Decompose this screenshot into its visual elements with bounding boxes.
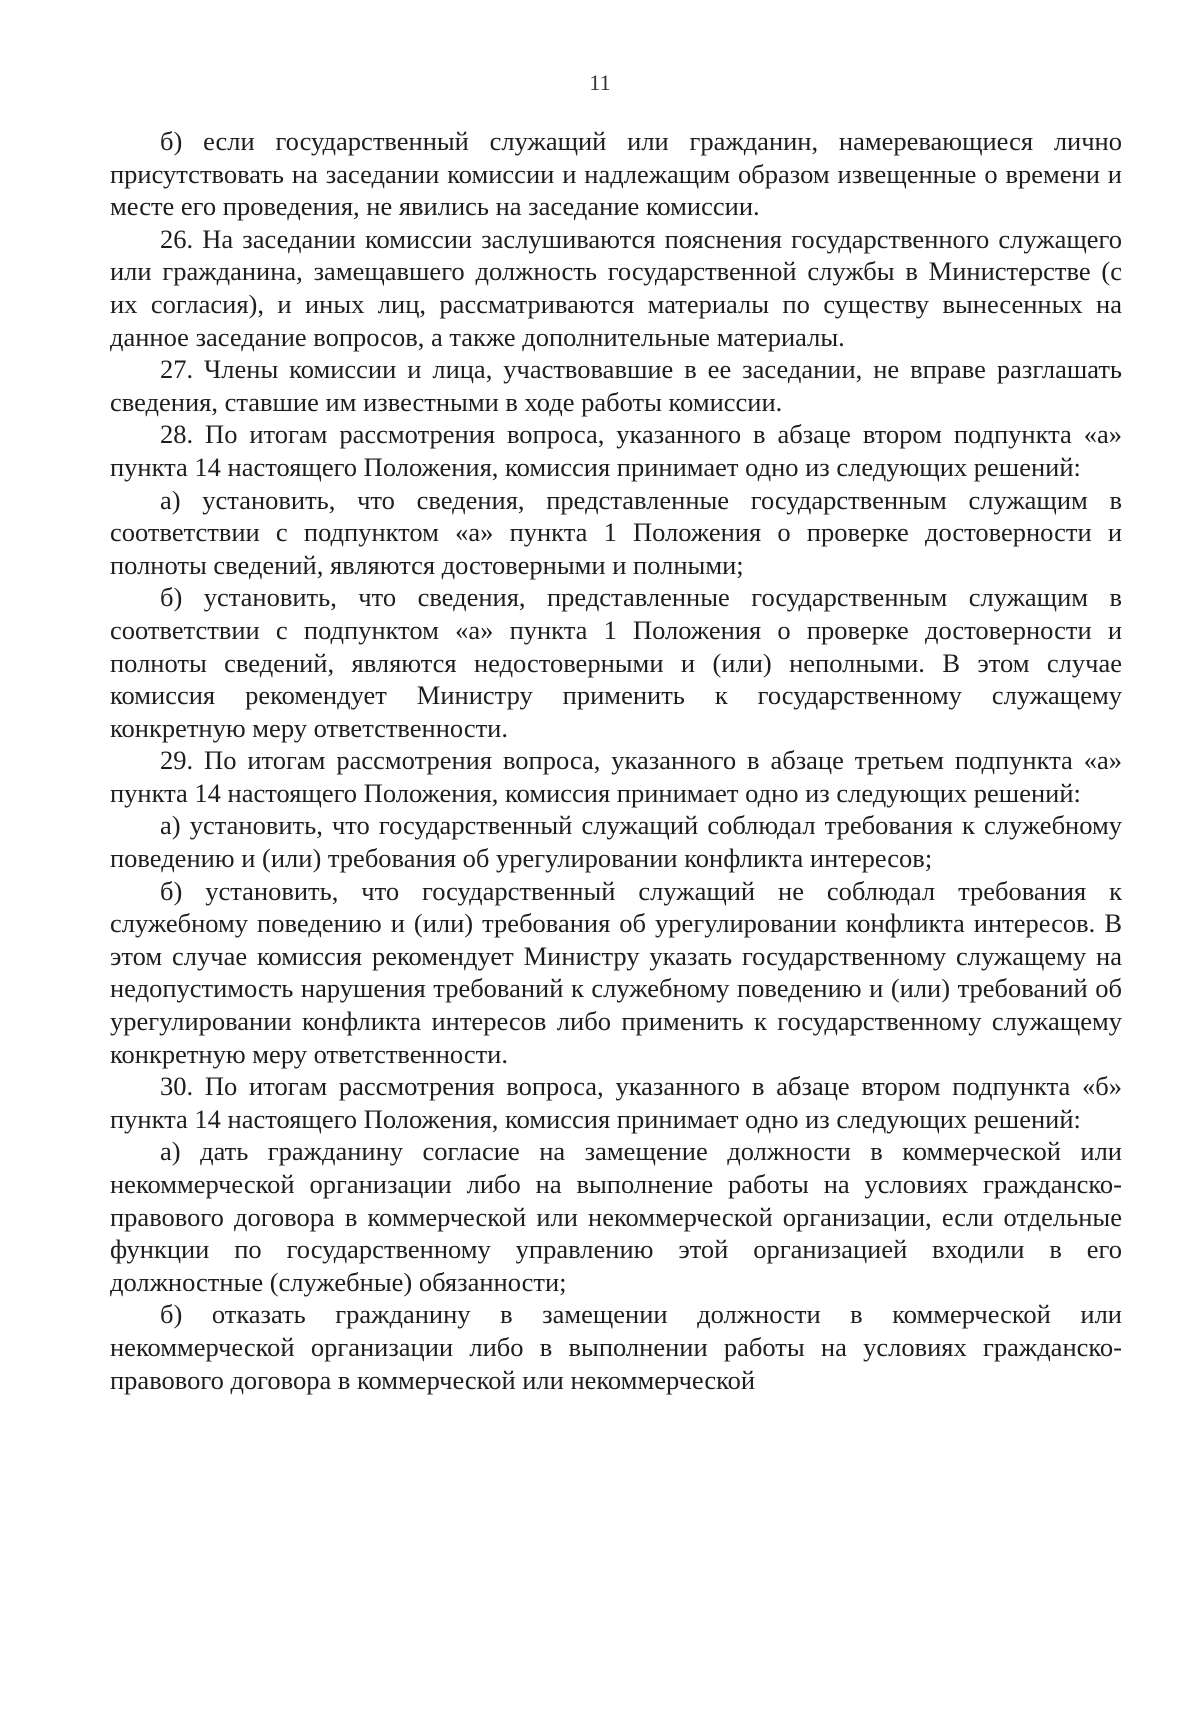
paragraph-28: 28. По итогам рассмотрения вопроса, указанного в абзаце втором подпункта «а» пункта 14 настоящего Положения, комиссия принимает одно из следующих решений: [110,419,1122,482]
paragraph-29a: а) установить, что государственный служащий соблюдал требования к служебному поведению и (или) требования об урегулировании конфликта интересов; [110,810,1122,874]
paragraph-25b: б) если государственный служащий или гражданин, намеревающиеся лично присутствовать на заседании комиссии и надлежащим образом извещенные о времени и месте его проведения, не явились на заседание комиссии. [110,126,1122,222]
paragraph-30b: б) отказать гражданину в замещении должности в коммерческой или некоммерческой организации либо в выполнении работы на условиях гражданско-правового договора в коммерческой или некоммерческой [110,1299,1122,1395]
page-number: 11 [589,70,611,95]
paragraph-29b: б) установить, что государственный служащий не соблюдал требования к служебному поведению и (или) требования об урегулировании конфликта интересов. В этом случае комиссия рекомендует Министру указать государственному служащему на недопустимость нарушения требований к служебному поведению и (или) требований об урегулировании конфликта интересов либо применить к государственному служащему конкретную меру ответственности. [110,875,1122,1069]
paragraph-30a: а) дать гражданину согласие на замещение должности в коммерческой или некоммерческой организации либо на выполнение работы на условиях гражданско-правового договора в коммерческой или некоммерческой организации, если отдельные функции по государственному управлению этой организацией входили в его должностные (служебные) обязанности; [110,1136,1122,1297]
paragraph-30: 30. По итогам рассмотрения вопроса, указанного в абзаце втором подпункта «б» пункта 14 настоящего Положения, комиссия принимает одно из следующих решений: [110,1071,1122,1134]
paragraph-27: 27. Члены комиссии и лица, участвовавшие в ее заседании, не вправе разглашать сведения, ставшие им известными в ходе работы комиссии. [110,354,1122,417]
paragraph-29: 29. По итогам рассмотрения вопроса, указанного в абзаце третьем подпункта «а» пункта 14 настоящего Положения, комиссия принимает одно из следующих решений: [110,745,1122,808]
paragraph-26: 26. На заседании комиссии заслушиваются пояснения государственного служащего или гражданина, замещавшего должность государственной службы в Министерстве (с их согласия), и иных лиц, рассматриваются материалы по существу вынесенных на данное заседание вопросов, а также дополнительные материалы. [110,223,1122,352]
paragraph-28b: б) установить, что сведения, представленные государственным служащим в соответствии с подпунктом «а» пункта 1 Положения о проверке достоверности и полноты сведений, являются недостоверными и (или) неполными. В этом случае комиссия рекомендует Министру применить к государственному служащему конкретную меру ответственности. [110,582,1122,743]
document-body [110,125,1122,1396]
paragraph-28a: а) установить, что сведения, представленные государственным служащим в соответствии с подпунктом «а» пункта 1 Положения о проверке достоверности и полноты сведений, являются достоверными и полными; [110,484,1122,580]
